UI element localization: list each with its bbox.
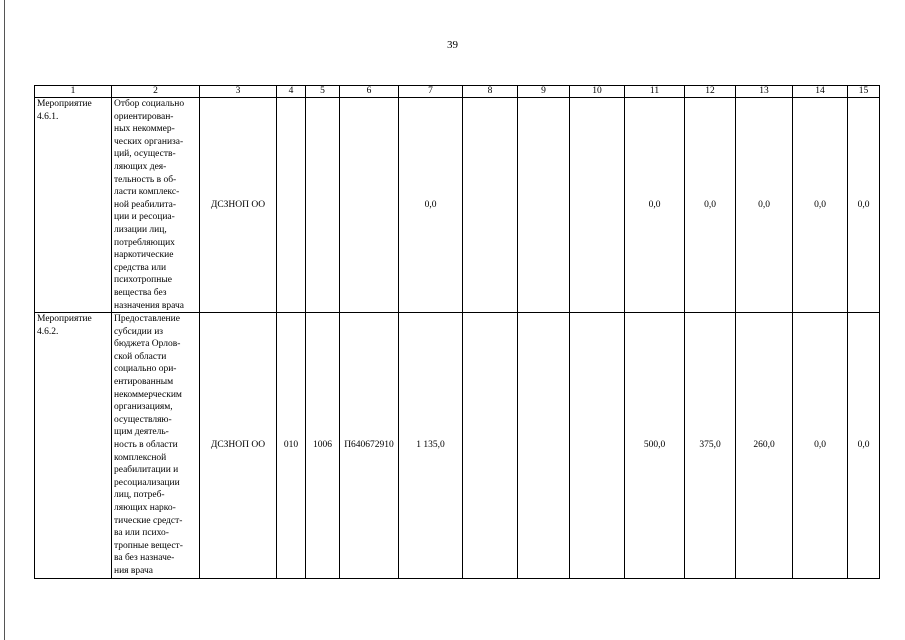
column-header: 12: [685, 86, 736, 98]
event-description: Предоставление субсидии из бюджета Орлов- ской области социально ори- ентированным некоммерческим организациям, осуществляю- щим деятель- ность в области комплексной реабилитации и ресоциализации лиц, потреб- ляющих нарко- тические средст- ва или психо- тропные вещест- ва без назначе- ния врача: [112, 313, 200, 578]
budget-table: [34, 85, 880, 579]
cell-c7: 1 135,0: [399, 313, 463, 578]
event-label: Мероприятие 4.6.1.: [35, 98, 112, 313]
cell-c4: [277, 98, 306, 313]
cell-c7: 0,0: [399, 98, 463, 313]
cell-c14: 0,0: [793, 313, 848, 578]
column-header: 6: [340, 86, 399, 98]
column-header: 10: [570, 86, 625, 98]
cell-c11: 500,0: [625, 313, 685, 578]
cell-c5: [306, 98, 340, 313]
column-header: 7: [399, 86, 463, 98]
cell-c14: 0,0: [793, 98, 848, 313]
cell-c13: 0,0: [736, 98, 793, 313]
cell-c12: 0,0: [685, 98, 736, 313]
column-header: 15: [848, 86, 880, 98]
cell-c8: [463, 313, 518, 578]
cell-c9: [518, 313, 570, 578]
column-header: 5: [306, 86, 340, 98]
column-header: 4: [277, 86, 306, 98]
cell-c15: 0,0: [848, 98, 880, 313]
column-header: 9: [518, 86, 570, 98]
header-row: [35, 86, 880, 98]
cell-c15: 0,0: [848, 313, 880, 578]
event-description: Отбор социально ориентирован- ных некоммер- ческих организа- ций, осуществ- ляющих дея- тельность в об- ласти комплекс- ной реабилита- ции и ресоциа- лизации лиц, потребляющих наркотические средства или психотропные вещества без назначения врача: [112, 98, 200, 313]
cell-c12: 375,0: [685, 313, 736, 578]
event-label: Мероприятие 4.6.2.: [35, 313, 112, 578]
page-number: 39: [447, 39, 458, 51]
column-header: 1: [35, 86, 112, 98]
cell-c9: [518, 98, 570, 313]
cell-c10: [570, 98, 625, 313]
cell-c4: 010: [277, 313, 306, 578]
column-header: 14: [793, 86, 848, 98]
left-margin-rule: [4, 0, 5, 640]
cell-c11: 0,0: [625, 98, 685, 313]
cell-c10: [570, 313, 625, 578]
executor-cell: ДСЗНОП ОО: [200, 98, 277, 313]
column-header: 3: [200, 86, 277, 98]
column-header: 8: [463, 86, 518, 98]
cell-c5: 1006: [306, 313, 340, 578]
cell-c8: [463, 98, 518, 313]
cell-c6: П640672910: [340, 313, 399, 578]
column-header: 11: [625, 86, 685, 98]
cell-c13: 260,0: [736, 313, 793, 578]
column-header: 13: [736, 86, 793, 98]
executor-cell: ДСЗНОП ОО: [200, 313, 277, 578]
column-header: 2: [112, 86, 200, 98]
table-row: [35, 98, 880, 313]
table-row: [35, 313, 880, 578]
cell-c6: [340, 98, 399, 313]
